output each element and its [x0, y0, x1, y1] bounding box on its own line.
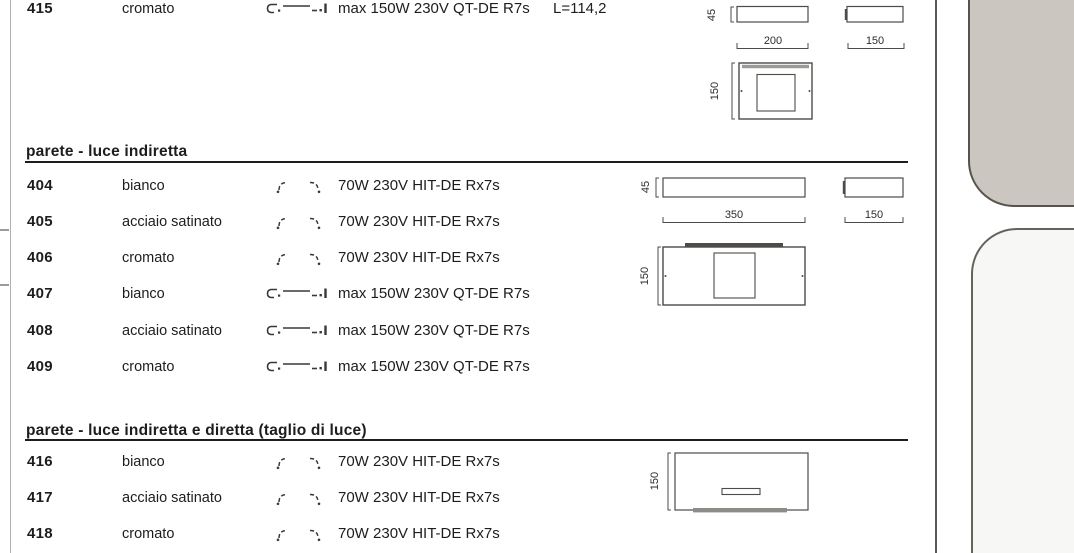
- lamp-spec: 70W 230V HIT-DE Rx7s: [338, 249, 500, 266]
- section-title: parete - luce indiretta: [26, 143, 188, 160]
- svg-text:150: 150: [864, 209, 884, 221]
- section-underline: [25, 161, 908, 163]
- finish-label: cromato: [122, 526, 175, 542]
- lamp-spec: 70W 230V HIT-DE Rx7s: [338, 213, 500, 230]
- finish-label: bianco: [122, 454, 165, 470]
- hit-de-double-ended-discharge-lamp-icon: [272, 179, 332, 194]
- svg-text:150: 150: [865, 35, 885, 47]
- product-code: 416: [27, 453, 53, 470]
- lamp-spec: 70W 230V HIT-DE Rx7s: [338, 453, 500, 470]
- technical-drawing-top: [690, 0, 930, 135]
- lamp-spec: max 150W 230V QT-DE R7s: [338, 0, 530, 17]
- product-code: 406: [27, 249, 53, 266]
- finish-label: cromato: [122, 359, 175, 375]
- table-row: [0, 358, 930, 378]
- lamp-spec: 70W 230V HIT-DE Rx7s: [338, 489, 500, 506]
- lamp-spec: max 150W 230V QT-DE R7s: [338, 358, 530, 375]
- lamp-spec: max 150W 230V QT-DE R7s: [338, 285, 530, 302]
- product-code: 407: [27, 285, 53, 302]
- svg-text:350: 350: [724, 209, 744, 221]
- right-page-rule: [935, 0, 937, 553]
- finish-label: bianco: [122, 286, 165, 302]
- section-underline: [25, 439, 908, 441]
- product-code: 409: [27, 358, 53, 375]
- svg-text:45: 45: [639, 180, 652, 194]
- product-code: 408: [27, 322, 53, 339]
- table-row: [0, 322, 930, 342]
- product-code: 418: [27, 525, 53, 542]
- product-code: 417: [27, 489, 53, 506]
- finish-label: acciaio satinato: [122, 214, 222, 230]
- technical-drawing-bottom: [640, 445, 930, 530]
- lamp-spec: 70W 230V HIT-DE Rx7s: [338, 177, 500, 194]
- svg-text:200: 200: [763, 35, 783, 47]
- length-note: L=114,2: [553, 0, 607, 17]
- product-photo-block-top: [968, 0, 1074, 207]
- qt-de-linear-halogen-lamp-icon: [265, 360, 331, 373]
- hit-de-double-ended-discharge-lamp-icon: [272, 455, 332, 470]
- qt-de-linear-halogen-lamp-icon: [265, 324, 331, 337]
- svg-text:150: 150: [708, 81, 721, 101]
- finish-label: acciaio satinato: [122, 323, 222, 339]
- svg-text:150: 150: [648, 471, 661, 491]
- product-code: 405: [27, 213, 53, 230]
- finish-label: bianco: [122, 178, 165, 194]
- hit-de-double-ended-discharge-lamp-icon: [272, 527, 332, 542]
- hit-de-double-ended-discharge-lamp-icon: [272, 251, 332, 266]
- finish-label: cromato: [122, 250, 175, 266]
- finish-label: cromato: [122, 1, 175, 17]
- hit-de-double-ended-discharge-lamp-icon: [272, 215, 332, 230]
- svg-text:45: 45: [705, 8, 718, 22]
- qt-de-linear-halogen-lamp-icon: [265, 287, 331, 300]
- svg-text:150: 150: [638, 266, 651, 286]
- technical-drawing-middle: [620, 168, 930, 313]
- product-code: 404: [27, 177, 53, 194]
- lamp-spec: max 150W 230V QT-DE R7s: [338, 322, 530, 339]
- hit-de-double-ended-discharge-lamp-icon: [272, 491, 332, 506]
- product-code: 415: [27, 0, 53, 17]
- finish-label: acciaio satinato: [122, 490, 222, 506]
- qt-de-linear-halogen-lamp-icon: [265, 2, 331, 15]
- section-title: parete - luce indiretta e diretta (taglio di luce): [26, 422, 367, 439]
- lamp-spec: 70W 230V HIT-DE Rx7s: [338, 525, 500, 542]
- product-photo-block-bottom: [971, 228, 1074, 553]
